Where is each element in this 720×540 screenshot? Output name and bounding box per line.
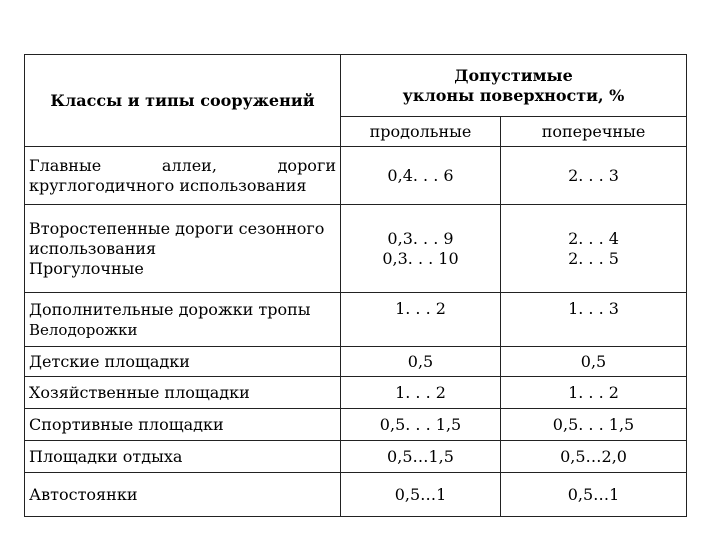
row-value-line: 0,3. . . 9 [387, 228, 454, 248]
header-allowed-line2: уклоны поверхности, % [402, 85, 625, 105]
row-name-cell: Спортивные площадки [25, 409, 341, 441]
row-transverse: 0,5. . . 1,5 [501, 409, 687, 441]
row-name-line: Второстепенные дороги сезонного [29, 218, 325, 238]
slopes-table-container [24, 54, 686, 516]
row-longitudinal: 0,5. . . 1,5 [341, 409, 501, 441]
row-value-line: 0,3. . . 10 [382, 248, 459, 268]
slopes-table [24, 54, 687, 517]
table-row [25, 377, 687, 409]
row-longitudinal: 0,5…1,5 [341, 441, 501, 473]
row-name-cell [25, 147, 341, 205]
row-name-cell [25, 293, 341, 347]
row-longitudinal: 0,5 [341, 347, 501, 377]
table-row [25, 347, 687, 377]
row-name-word: дороги [277, 155, 336, 175]
header-classes-cell [25, 55, 341, 147]
header-longitudinal: продольные [341, 117, 501, 147]
row-longitudinal: 1. . . 2 [341, 293, 501, 347]
table-row [25, 441, 687, 473]
row-value-line: 2. . . 5 [568, 248, 619, 268]
row-name-line1 [29, 156, 336, 176]
header-row [25, 55, 687, 117]
row-transverse: 0,5 [501, 347, 687, 377]
row-value-line: 2. . . 4 [568, 228, 619, 248]
table-row [25, 147, 687, 205]
row-name-word: аллеи, [161, 155, 217, 175]
row-transverse: 1. . . 3 [501, 293, 687, 347]
row-transverse: 2. . . 3 [501, 147, 687, 205]
row-transverse: 1. . . 2 [501, 377, 687, 409]
row-transverse [501, 205, 687, 293]
row-name-cell [25, 205, 341, 293]
header-classes-text: Классы и типы сооружений [50, 90, 315, 110]
row-name-cell: Автостоянки [25, 473, 341, 517]
row-longitudinal [341, 205, 501, 293]
row-name-line: Прогулочные [29, 258, 144, 278]
row-transverse: 0,5…2,0 [501, 441, 687, 473]
row-longitudinal: 0,4. . . 6 [341, 147, 501, 205]
table-row [25, 473, 687, 517]
row-name-cell: Площадки отдыха [25, 441, 341, 473]
table-row [25, 409, 687, 441]
table-row [25, 205, 687, 293]
table-row [25, 293, 687, 347]
row-name-line2: Велодорожки [29, 320, 138, 339]
row-longitudinal: 0,5…1 [341, 473, 501, 517]
row-name-line: использования [29, 238, 157, 258]
row-name-line2: круглогодичного использования [29, 175, 307, 195]
header-allowed-cell [341, 55, 687, 117]
row-longitudinal: 1. . . 2 [341, 377, 501, 409]
row-name-cell: Хозяйственные площадки [25, 377, 341, 409]
row-name-line1: Дополнительные дорожки тропы [29, 299, 311, 319]
row-transverse: 0,5…1 [501, 473, 687, 517]
row-name-word: Главные [29, 155, 102, 175]
header-allowed-line1: Допустимые [454, 65, 573, 85]
header-transverse: поперечные [501, 117, 687, 147]
row-name-cell: Детские площадки [25, 347, 341, 377]
